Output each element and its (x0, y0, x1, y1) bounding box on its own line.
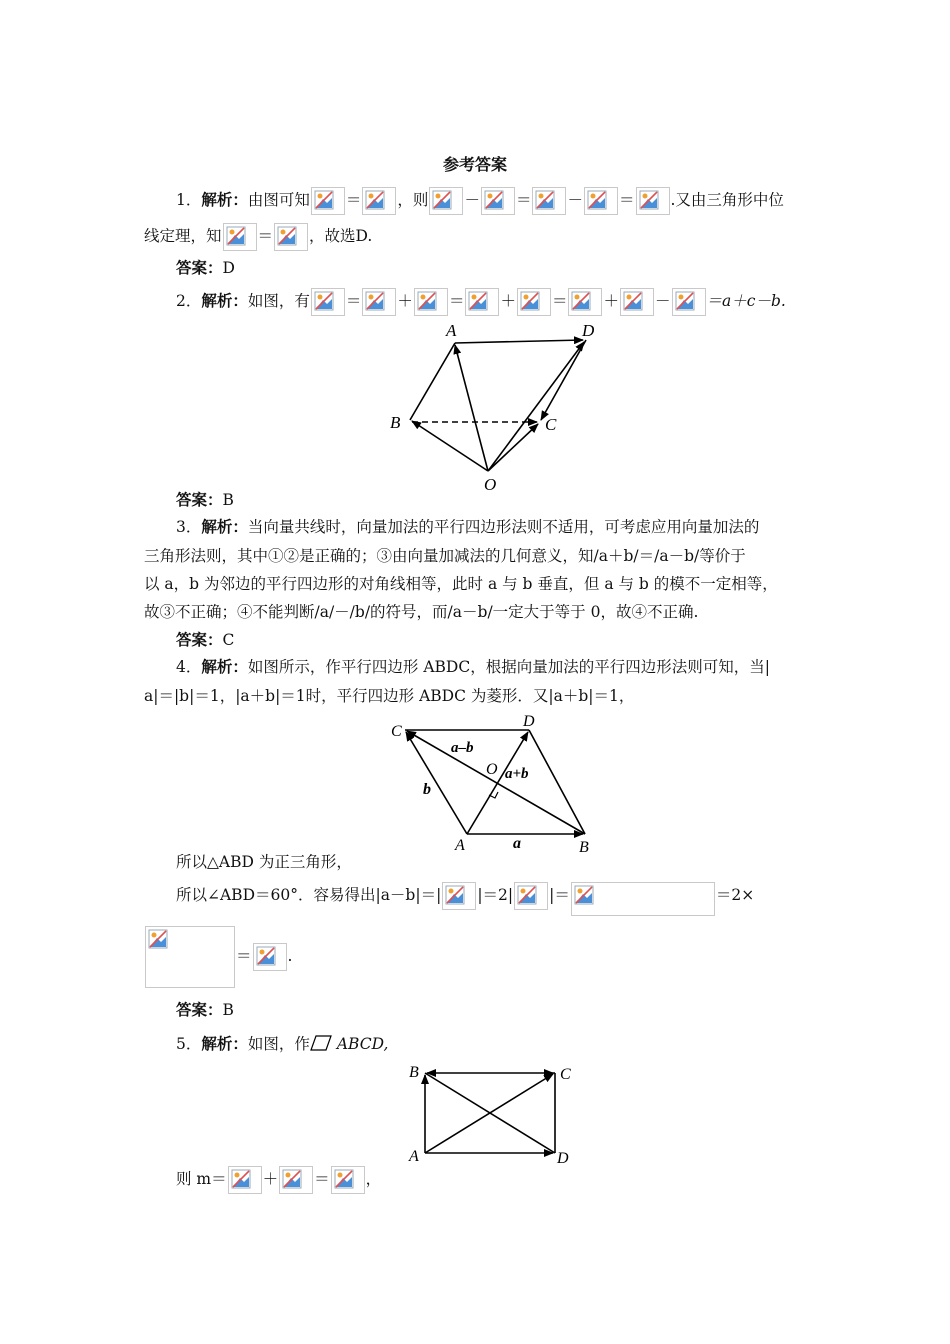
q3-line2: 三角形法则，其中①②是正确的；③由向量加减法的几何意义，知/a＋b/＝/a－b/等价于 (144, 547, 746, 565)
label-a-plus-b: a+b (505, 766, 529, 782)
q4-figure (385, 712, 605, 857)
broken-image-icon (414, 288, 448, 316)
broken-image-icon (442, 882, 476, 910)
q2-answer: 答案：B (176, 490, 234, 509)
vector-OD (488, 342, 584, 471)
vector-AC (425, 1074, 553, 1153)
q3-line4: 故③不正确；④不能判断/a/－/b/的符号，而/a－b/一定大于等于 0，故④不正确. (144, 603, 699, 621)
vector-DC (541, 340, 586, 420)
broken-image-icon (311, 187, 345, 215)
broken-image-icon (145, 926, 235, 988)
q4-answer: 答案：B (176, 1000, 234, 1019)
broken-image-icon (362, 187, 396, 215)
label-B: B (409, 1064, 419, 1081)
q4-line3: 所以△ABD 为正三角形， (176, 853, 352, 871)
q4-line2: a|＝|b|＝1，|a＋b|＝1时，平行四边形 ABDC 为菱形．又|a＋b|＝1， (144, 687, 635, 705)
label-b: b (423, 781, 431, 798)
label-O: O (484, 475, 497, 494)
broken-image-icon (481, 187, 515, 215)
broken-image-icon (429, 187, 463, 215)
q2-line1: 2．解析：如图，有 ＝ ＋ ＝ ＋ ＝ ＋ － ＝a＋c－b. (176, 288, 786, 316)
broken-image-icon (514, 882, 548, 910)
q3-line3: 以 a，b 为邻边的平行四边形的对角线相等，此时 a 与 b 垂直，但 a 与 b 的模不一定相等， (144, 575, 778, 593)
broken-image-icon (223, 223, 257, 251)
q5-line1: 5．解析：如图，作 ABCD, (176, 1034, 389, 1053)
q4-line4: 所以∠ABD＝60°．容易得出|a－b|＝| |＝2| |＝ ＝2× (176, 882, 754, 916)
analysis-label: 解析： (201, 190, 248, 209)
broken-image-icon (279, 1166, 313, 1194)
broken-image-icon (362, 288, 396, 316)
q1-line1: 1．解析：由图可知 ＝ ，则 － ＝ － ＝ .又由三角形中位 (176, 187, 784, 215)
label-A: A (409, 1148, 419, 1165)
q5-figure (405, 1060, 580, 1168)
label-C: C (391, 723, 402, 740)
q4-line5: ＝ . (144, 926, 292, 988)
parallelogram-symbol-icon (310, 1035, 332, 1051)
q1-line2: 线定理，知 ＝ ，故选D. (144, 223, 372, 251)
label-D: D (557, 1150, 569, 1167)
label-C: C (545, 415, 557, 434)
broken-image-icon (331, 1166, 365, 1194)
broken-image-icon (274, 223, 308, 251)
q4-line1: 4．解析：如图所示，作平行四边形 ABDC，根据向量加法的平行四边形法则可知，当| (176, 657, 770, 676)
label-a: a (513, 835, 521, 852)
segment-AB (410, 343, 455, 420)
broken-image-icon (253, 943, 287, 971)
q5-line2: 则 m＝ ＋ ＝ ， (176, 1166, 381, 1194)
label-D: D (523, 713, 535, 730)
label-C: C (560, 1066, 571, 1083)
vector-OC (488, 424, 538, 471)
broken-image-icon (532, 187, 566, 215)
label-A: A (455, 837, 465, 854)
broken-image-icon (311, 288, 345, 316)
label-B: B (390, 413, 401, 432)
broken-image-icon (568, 288, 602, 316)
broken-image-icon (636, 187, 670, 215)
q3-line1: 3．解析：当向量共线时，向量加法的平行四边形法则不适用，可考虑应用向量加法的 (176, 517, 760, 536)
label-A: A (446, 321, 457, 340)
vector-AD (455, 340, 583, 343)
label-O: O (486, 761, 498, 778)
broken-image-icon (620, 288, 654, 316)
broken-image-icon (672, 288, 706, 316)
vector-a-minus-b (407, 731, 585, 834)
broken-image-icon (517, 288, 551, 316)
broken-image-icon (228, 1166, 262, 1194)
broken-image-icon (584, 187, 618, 215)
q2-figure (380, 318, 610, 498)
page-title: 参考答案 (442, 155, 507, 174)
label-B: B (579, 839, 589, 856)
broken-image-icon (465, 288, 499, 316)
q3-answer: 答案：C (176, 630, 235, 649)
q1-answer: 答案：D (176, 258, 235, 277)
label-D: D (582, 321, 595, 340)
broken-image-icon (571, 882, 715, 916)
label-a-minus-b: a–b (451, 740, 474, 756)
